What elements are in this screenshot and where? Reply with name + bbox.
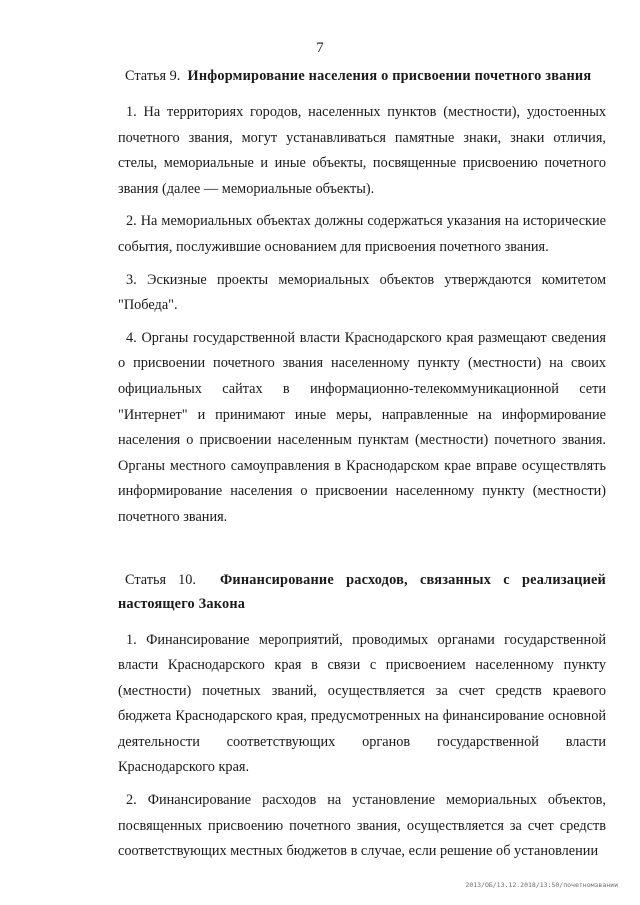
article-10-paragraph-2: 2. Финансирование расходов на установление мемориальных объектов, посвященных присвоению почетного звания, осуществляется за счет средств соответствующих местных бюджетов в случае, если решение об установлении [118, 792, 606, 860]
article-9-paragraph-1: 1. На территориях городов, населенных пунктов (местности), удостоенных почетного звания, могут устанавливаться памятные знаки, знаки отличия, стелы, мемориальные и иные объекты, посвященные присвоению почетного звания (далее — мемориальные объекты). [118, 104, 606, 197]
document-body [118, 64, 606, 872]
page-number: 7 [316, 40, 324, 56]
article-9-label: Статья 9. [125, 68, 181, 84]
article-9-paragraph-4: 4. Органы государственной власти Краснодарского края размещают сведения о присвоении почетного звания населенному пункту (местности) на своих официальных сайтах в информационно-телекоммуникационной сети "Интернет" и принимают иные меры, направленные на информирование населения о присвоении населенным пунктам (местности) почетного звания. Органы местного самоуправления в Краснодарском крае вправе осуществлять информирование населения о присвоении населенному пункту (местности) почетного звания. [118, 329, 606, 525]
article-9-paragraph-3: 3. Эскизные проекты мемориальных объектов утверждаются комитетом "Победа". [118, 271, 606, 314]
article-10-heading [118, 568, 606, 616]
section-spacer [118, 538, 606, 568]
article-10-title: Финансирование расходов, связанных с реализацией настоящего Закона [118, 571, 606, 612]
article-10-paragraph-1: 1. Финансирование мероприятий, проводимых органами государственной власти Краснодарского края в связи с присвоением населенному пункту (местности) почетных званий, осуществляется за счет средств краевого бюджета Краснодарского края, предусмотренных на финансирование основной деятельности соответствующих органов государственной власти Краснодарского края. [118, 631, 606, 776]
article-10-label: Статья 10. [125, 571, 196, 588]
article-9-title: Информирование населения о присвоении почетного звания [187, 68, 592, 84]
article-9-heading [118, 64, 606, 88]
article-9-paragraph-2: 2. На мемориальных объектах должны содержаться указания на исторические события, послужившие основанием для присвоения почетного звания. [118, 213, 606, 255]
footer-file-stamp: 2013/ОБ/13.12.2018/13:50/почетномзвании [465, 881, 618, 889]
